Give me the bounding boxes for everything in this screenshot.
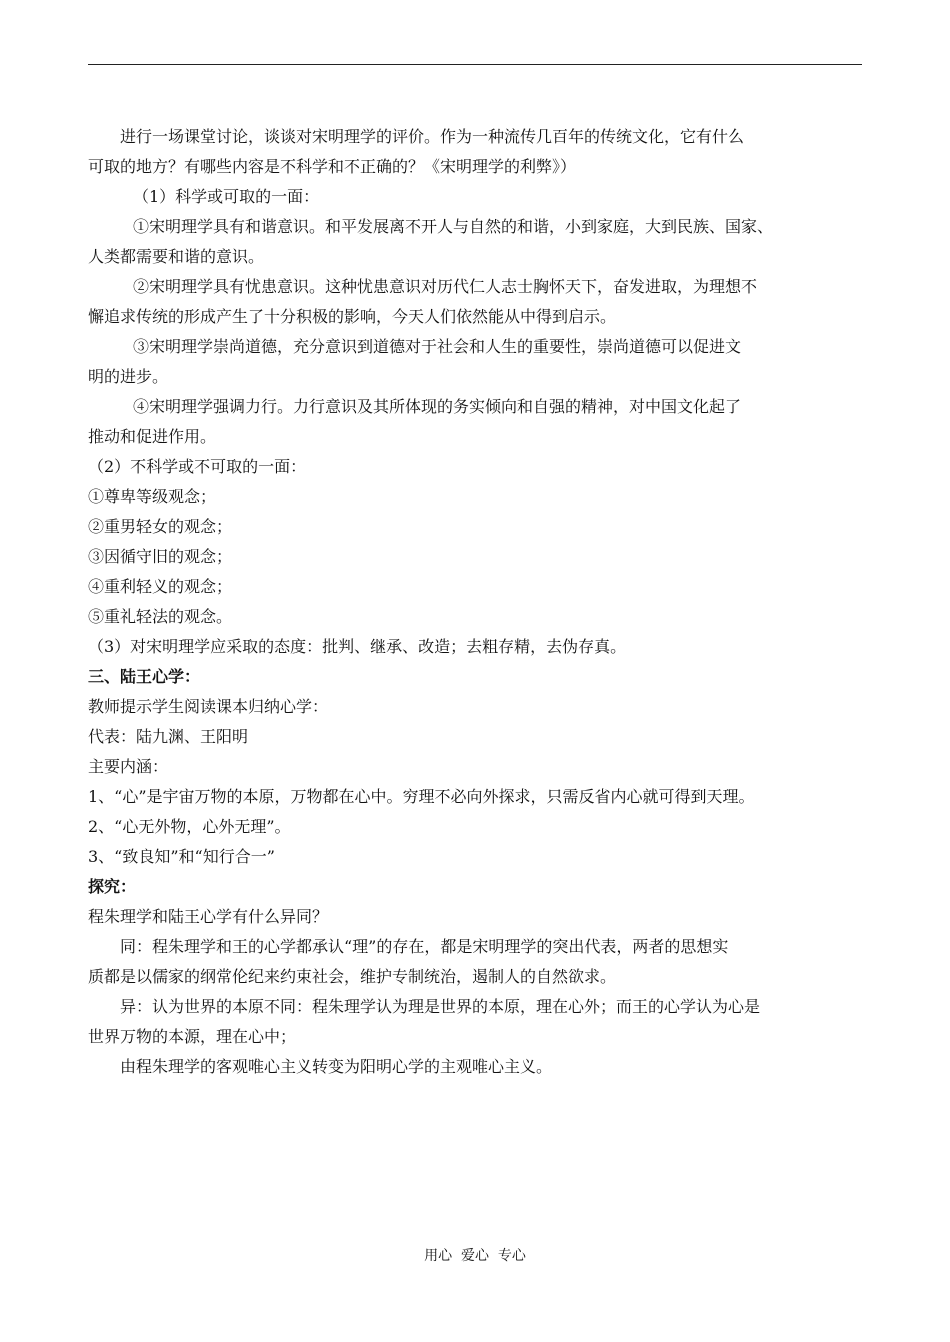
merit-item-1-line-1: ①宋明理学具有和谐意识。和平发展离不开人与自然的和谐，小到家庭，大到民族、国家、 (133, 217, 774, 236)
inquiry-different-line-1: 异：认为世界的本原不同：程朱理学认为理是世界的本原，理在心外；而王的心学认为心是 (120, 997, 761, 1016)
merit-item-3-line-2: 明的进步。 (88, 367, 169, 386)
merit-item-2-line-2: 懈追求传统的形成产生了十分积极的影响，今天人们依然能从中得到启示。 (88, 307, 617, 326)
document-body (88, 122, 864, 1082)
inquiry-question: 程朱理学和陆王心学有什么异同？ (88, 907, 329, 926)
inquiry-heading: 探究： (88, 877, 137, 896)
discussion-line-2: 可取的地方？有哪些内容是不科学和不正确的？《宋明理学的利弊》） (88, 157, 577, 176)
section-3-point-1: 1、“心”是宇宙万物的本原，万物都在心中。穷理不必向外探求，只需反省内心就可得到天理。 (88, 787, 755, 806)
inquiry-same-line-2: 质都是以儒家的纲常伦纪来约束社会，维护专制统治，遏制人的自然欲求。 (88, 967, 617, 986)
section-3-intro: 教师提示学生阅读课本归纳心学： (88, 697, 329, 716)
merit-item-4-line-2: 推动和促进作用。 (88, 427, 217, 446)
merit-item-3-line-1: ③宋明理学崇尚道德，充分意识到道德对于社会和人生的重要性，崇尚道德可以促进文 (133, 337, 742, 356)
inquiry-same-line-1: 同：程朱理学和王的心学都承认“理”的存在，都是宋明理学的突出代表，两者的思想实 (120, 937, 729, 956)
section-3-point-2: 2、“心无外物，心外无理”。 (88, 817, 291, 836)
merits-heading: （1）科学或可取的一面： (133, 187, 320, 206)
inquiry-conclusion: 由程朱理学的客观唯心主义转变为阳明心学的主观唯心主义。 (120, 1057, 553, 1076)
inquiry-different-line-2: 世界万物的本源，理在心中； (88, 1027, 297, 1046)
section-3-representatives: 代表：陆九渊、王阳明 (88, 727, 249, 746)
merit-item-1-line-2: 人类都需要和谐的意识。 (88, 247, 265, 266)
demerit-item-3: ③因循守旧的观念； (88, 547, 233, 566)
discussion-line-1: 进行一场课堂讨论，谈谈对宋明理学的评价。作为一种流传几百年的传统文化，它有什么 (120, 127, 745, 146)
demerits-heading: （2）不科学或不可取的一面： (88, 457, 307, 476)
section-3-point-3: 3、“致良知”和“知行合一” (88, 847, 275, 866)
demerit-item-1: ①尊卑等级观念； (88, 487, 217, 506)
merit-item-2-line-1: ②宋明理学具有忧患意识。这种忧患意识对历代仁人志士胸怀天下，奋发进取，为理想不 (133, 277, 758, 296)
attitude-text: （3）对宋明理学应采取的态度：批判、继承、改造；去粗存精，去伪存真。 (88, 637, 627, 656)
page-footer (0, 1246, 950, 1266)
footer-text: 用心 爱心 专心 (424, 1248, 526, 1264)
header-rule (88, 64, 862, 65)
merit-item-4-line-1: ④宋明理学强调力行。力行意识及其所体现的务实倾向和自强的精神，对中国文化起了 (133, 397, 742, 416)
demerit-item-2: ②重男轻女的观念； (88, 517, 233, 536)
section-3-connotation-heading: 主要内涵： (88, 757, 169, 776)
demerit-item-4: ④重利轻义的观念； (88, 577, 233, 596)
demerit-item-5: ⑤重礼轻法的观念。 (88, 607, 233, 626)
section-3-heading: 三、陆王心学： (88, 667, 201, 686)
